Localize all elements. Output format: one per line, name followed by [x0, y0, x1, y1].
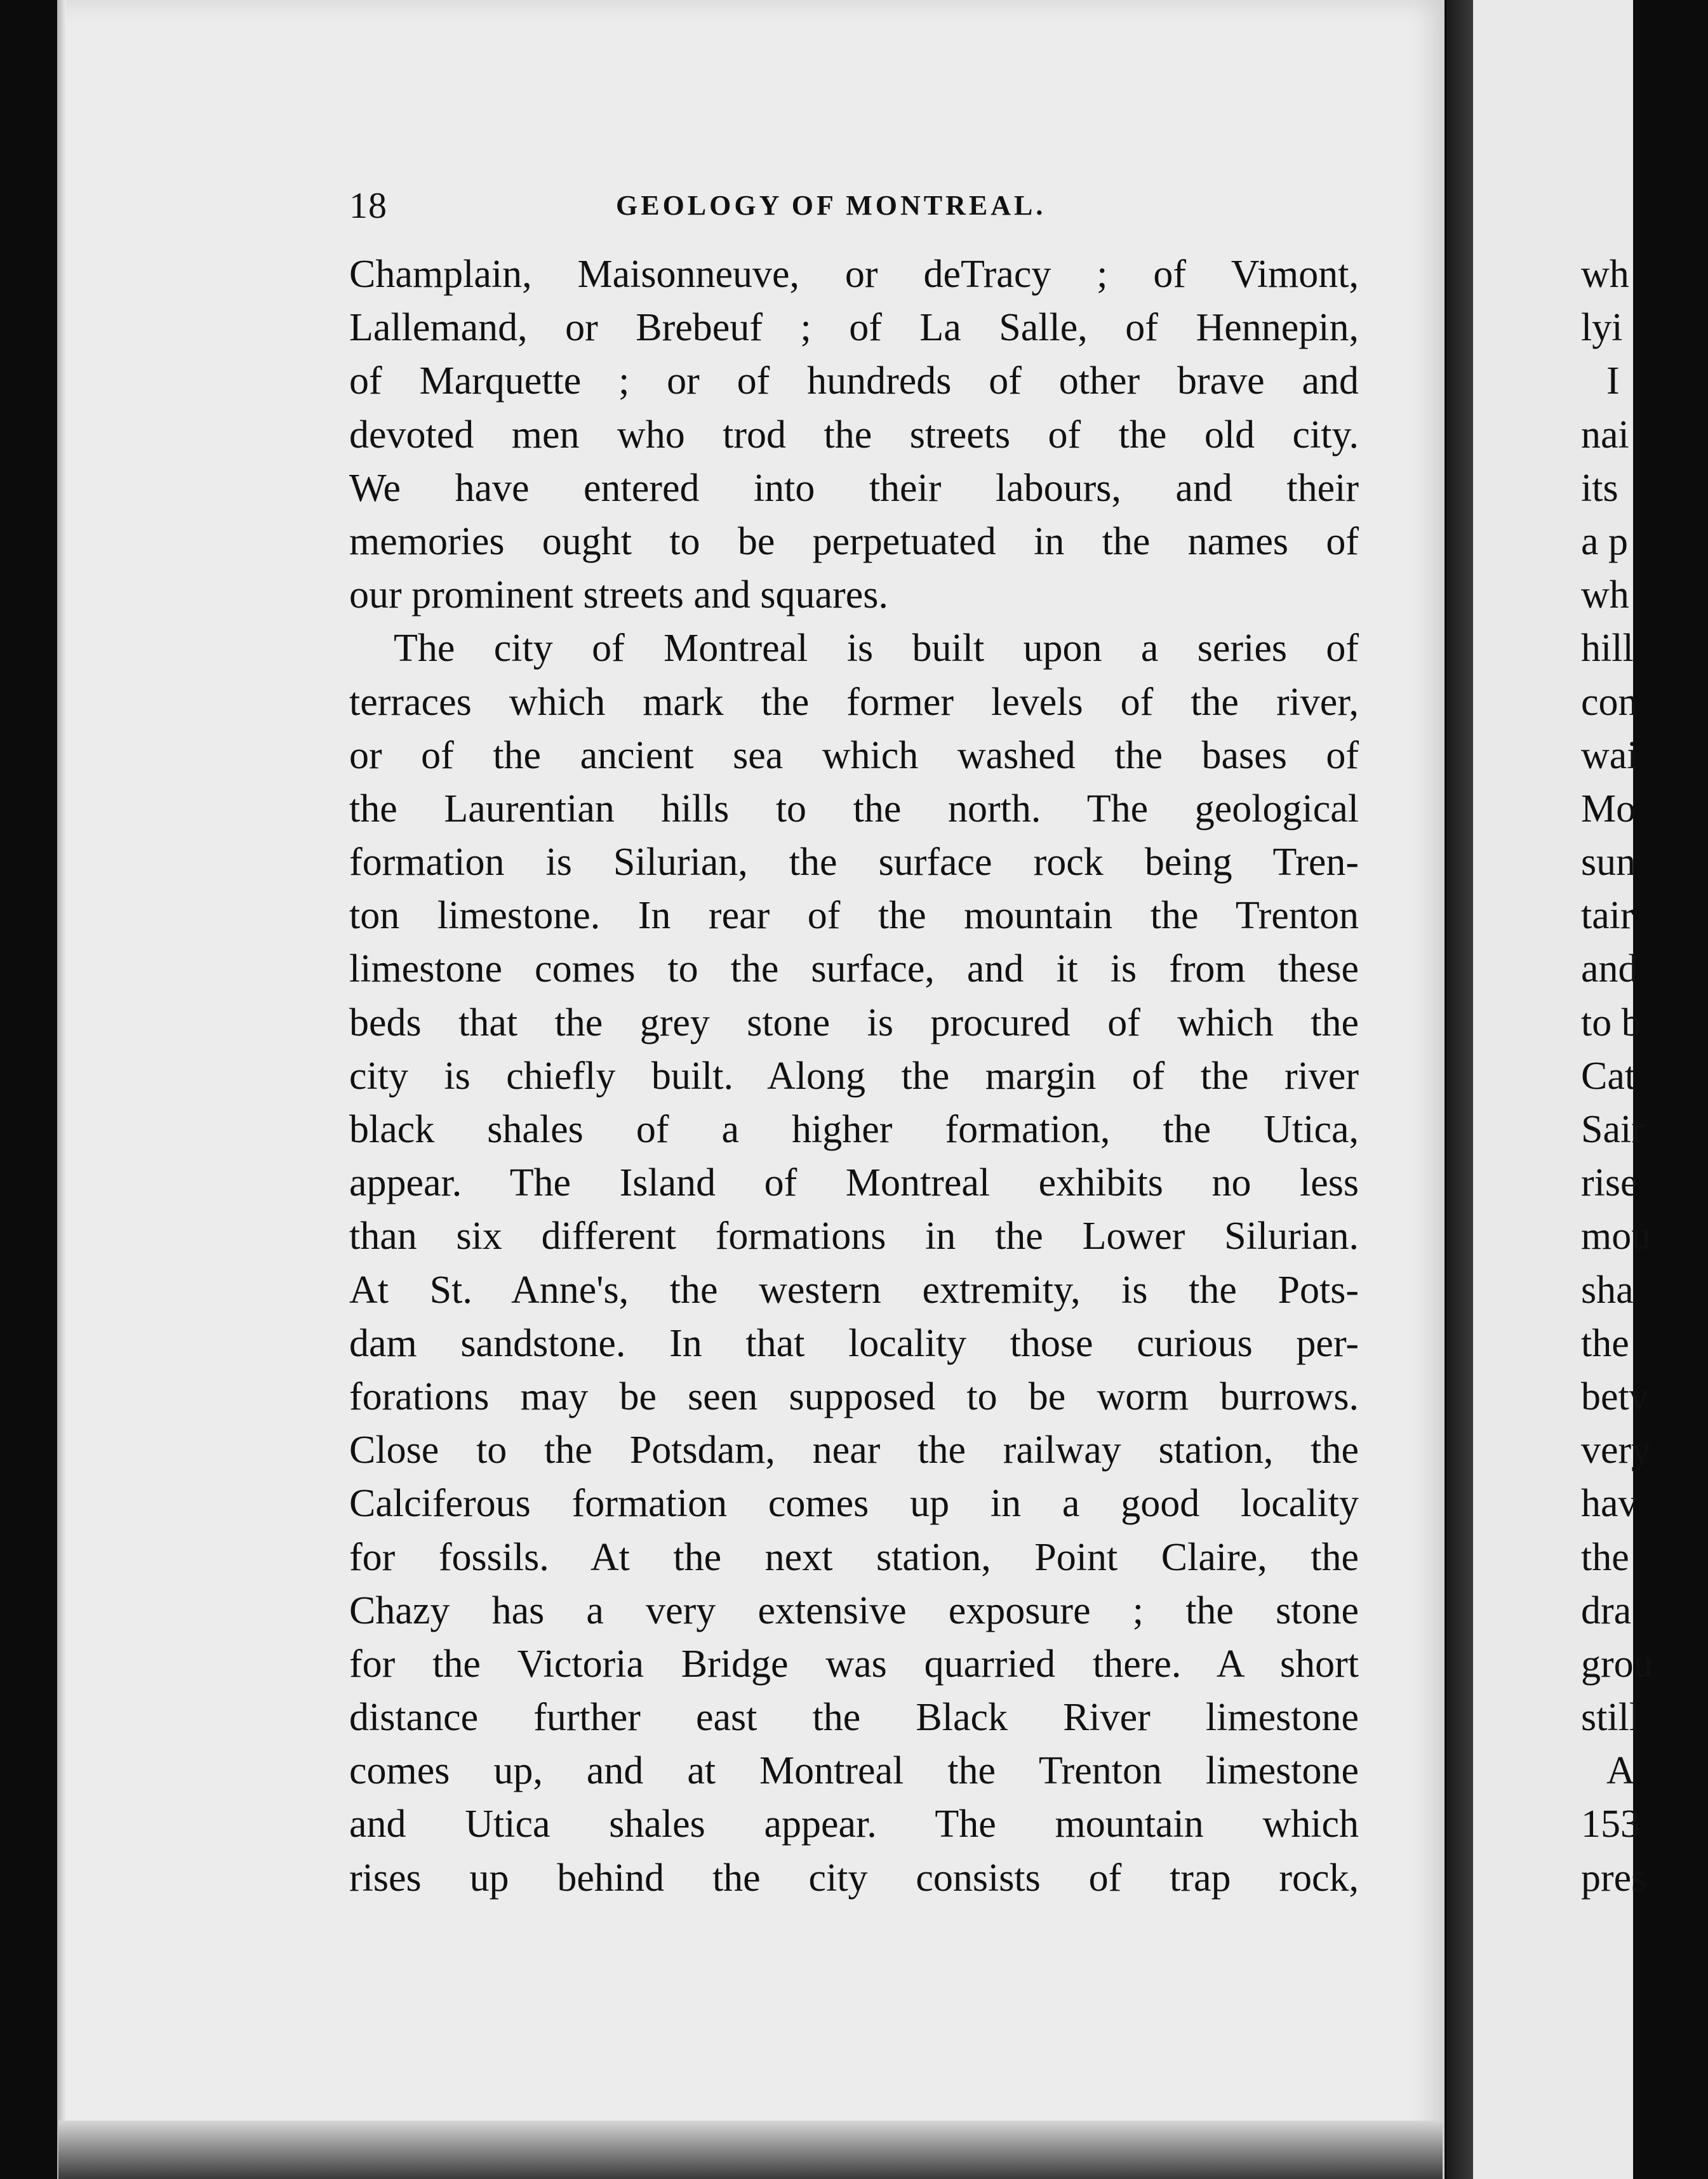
text-line: black shales of a higher formation, the Utica, — [349, 1108, 1359, 1151]
facing-text-line: very — [1581, 1429, 1651, 1472]
book-gutter — [1446, 0, 1473, 2179]
facing-text-line: con — [1581, 680, 1638, 724]
text-line: Champlain, Maisonneuve, or deTracy ; of Vimont, — [349, 253, 1359, 296]
facing-text-line: still — [1581, 1696, 1641, 1740]
text-line: distance further east the Black River limestone — [349, 1696, 1359, 1740]
facing-text-line: to b — [1581, 1001, 1641, 1044]
text-line: than six different formations in the Lower Silurian. — [349, 1215, 1359, 1258]
facing-text-line: betv — [1581, 1375, 1649, 1418]
text-line: forations may be seen supposed to be worm burrows. — [349, 1375, 1359, 1418]
text-line: At St. Anne's, the western extremity, is the Pots- — [349, 1268, 1359, 1312]
facing-text-line: wh — [1581, 253, 1629, 296]
facing-text-line: wai — [1581, 733, 1638, 777]
facing-text-line: rise — [1581, 1161, 1638, 1205]
facing-text-line: the — [1581, 1535, 1629, 1579]
facing-text-line: the — [1581, 1321, 1629, 1365]
facing-text-line: Sair — [1581, 1108, 1645, 1151]
text-line: appear. The Island of Montreal exhibits no less — [349, 1161, 1359, 1205]
facing-text-line: and — [1581, 947, 1638, 991]
text-line: of Marquette ; or of hundreds of other brave and — [349, 359, 1359, 403]
text-line: Calciferous formation comes up in a good locality — [349, 1482, 1359, 1526]
facing-text-line: tair — [1581, 894, 1634, 938]
facing-text-line: wh — [1581, 573, 1629, 617]
text-line: and Utica shales appear. The mountain which — [349, 1803, 1359, 1846]
text-line: limestone comes to the surface, and it is from these — [349, 947, 1359, 991]
page-left-edge — [57, 0, 66, 2179]
text-line: Chazy has a very extensive exposure ; the stone — [349, 1589, 1359, 1632]
body-text — [349, 248, 1359, 1905]
text-line: beds that the grey stone is procured of which the — [349, 1001, 1359, 1044]
text-line: dam sandstone. In that locality those curious per- — [349, 1321, 1359, 1365]
text-line: We have entered into their labours, and their — [349, 466, 1359, 510]
facing-text-line: 153 — [1581, 1803, 1640, 1846]
text-line: for fossils. At the next station, Point Claire, the — [349, 1535, 1359, 1579]
facing-text-line: dra — [1581, 1589, 1632, 1632]
page-title: GEOLOGY OF MONTREAL. — [616, 190, 1046, 221]
text-line: memories ought to be perpetuated in the names of — [349, 519, 1359, 563]
text-line: for the Victoria Bridge was quarried there. A short — [349, 1642, 1359, 1686]
facing-text-line: lyi — [1581, 306, 1623, 350]
text-line: formation is Silurian, the surface rock being Tren- — [349, 841, 1359, 884]
facing-text-line: Cat — [1581, 1054, 1636, 1098]
facing-text-line: sun — [1581, 841, 1636, 884]
facing-page-text — [1581, 248, 1708, 1905]
facing-text-line: a p — [1581, 519, 1629, 563]
text-line: Lallemand, or Brebeuf ; of La Salle, of Hennepin, — [349, 306, 1359, 350]
facing-text-line: nai — [1581, 413, 1629, 456]
text-line: ton limestone. In rear of the mountain the Trenton — [349, 894, 1359, 938]
text-line: terraces which mark the former levels of the river, — [349, 680, 1359, 724]
text-line: the Laurentian hills to the north. The geological — [349, 787, 1359, 830]
page-number: 18 — [349, 185, 387, 226]
facing-text-line: its — [1581, 466, 1618, 510]
text-line: city is chiefly built. Along the margin of the river — [349, 1054, 1359, 1098]
facing-text-line: A — [1606, 1749, 1635, 1793]
running-head — [349, 184, 1175, 229]
facing-text-line: grou — [1581, 1642, 1653, 1686]
facing-text-line: sha — [1581, 1268, 1634, 1312]
page-bottom-edge — [58, 2121, 1443, 2179]
text-line: Close to the Potsdam, near the railway station, the — [349, 1429, 1359, 1472]
text-line: comes up, and at Montreal the Trenton limestone — [349, 1749, 1359, 1793]
text-line: devoted men who trod the streets of the old city. — [349, 413, 1359, 456]
text-line: our prominent streets and squares. — [349, 573, 888, 617]
text-line: or of the ancient sea which washed the bases of — [349, 733, 1359, 777]
facing-text-line: Mo — [1581, 787, 1636, 830]
text-line: rises up behind the city consists of trap rock, — [349, 1856, 1359, 1900]
text-line: The city of Montreal is built upon a series of — [394, 627, 1359, 670]
facing-text-line: I — [1606, 359, 1620, 403]
facing-text-line: hill — [1581, 627, 1634, 670]
facing-text-line: mou — [1581, 1215, 1651, 1258]
facing-text-line: pres — [1581, 1856, 1647, 1900]
facing-text-line: hav — [1581, 1482, 1638, 1526]
